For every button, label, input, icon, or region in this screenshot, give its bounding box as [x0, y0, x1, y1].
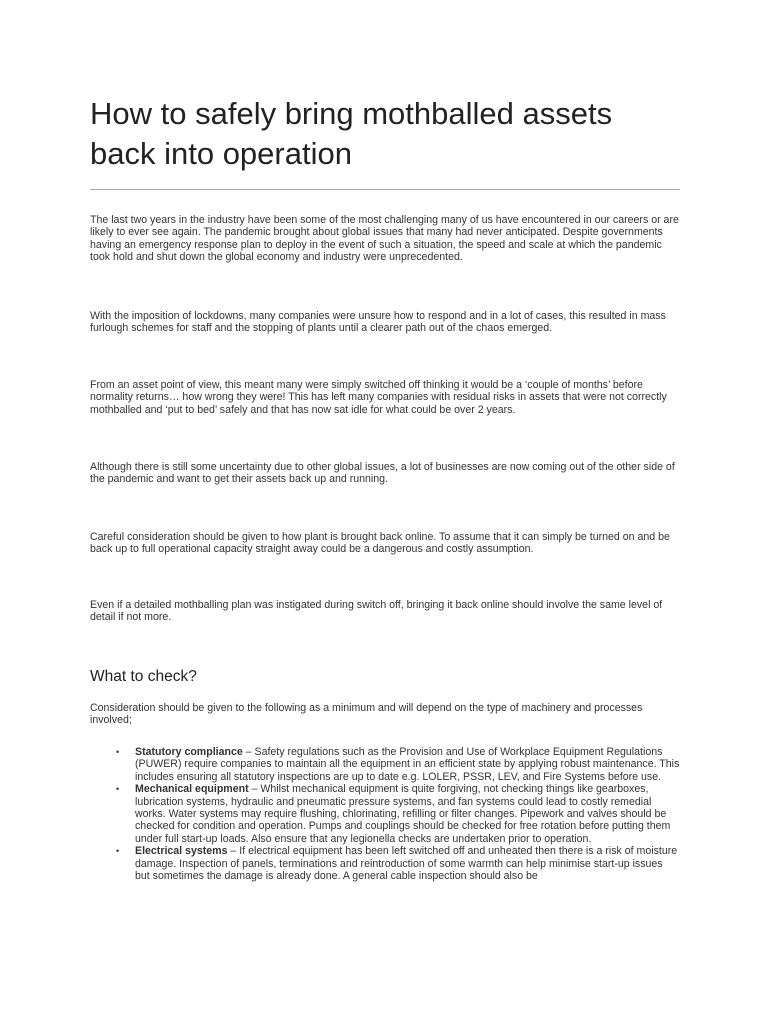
checklist: [90, 746, 680, 882]
title-divider: [90, 189, 680, 190]
section-intro: Consideration should be given to the following as a minimum and will depend on the type of machinery and processes involved;: [90, 702, 643, 727]
list-item-title: Mechanical equipment: [135, 783, 249, 796]
list-item-title: Statutory compliance: [135, 746, 243, 758]
bullet-icon: •: [116, 784, 120, 795]
paragraph-intro: The last two years in the industry have been some of the most challenging many of us have encountered in our careers or are likely to ever see again. The pandemic brought about global issues that many had never anticipated. Despite governments having an emergency response plan to deploy in the event of such a situation, the speed and scale at which the pandemic took hold and shut down the global economy and industry were unprecedented.: [90, 214, 679, 264]
list-item: [90, 746, 680, 783]
paragraph-uncertainty: Although there is still some uncertainty due to other global issues, a lot of businesses are now coming out of the other side of the pandemic and want to get their assets back up and running.: [90, 461, 675, 486]
article-title: How to safely bring mothballed assets back into operation: [90, 96, 613, 171]
list-item-text: – If electrical equipment has been left switched off and unheated then there is a risk of moisture damage. Inspection of panels, terminations and reintroduction of some warmth can help minimise start-up issues but sometimes the damage is already done. A general cable inspection should also be: [135, 845, 678, 883]
paragraph-consideration: Careful consideration should be given to how plant is brought back online. To assume that it can simply be turned on and be back up to full operational capacity straight away could be a dangerous and costly assumption.: [90, 531, 670, 556]
list-item: [90, 783, 680, 845]
list-item-text: – Whilst mechanical equipment is quite forgiving, not checking things like gearboxes, lubrication systems, hydraulic and pneumatic pressure systems, and fan systems could lead to costly remedial works. Water systems may require flushing, chlorinating, refilling or filter changes. Pipework and valves should be checked for condition and operation. Pumps and couplings should be checked for free rotation before putting them under full start-up loads. Also ensure that any legionella checks are undertaken prior to operation.: [135, 783, 671, 845]
paragraph-lockdowns: With the imposition of lockdowns, many companies were unsure how to respond and in a lot of cases, this resulted in mass furlough schemes for staff and the stopping of plants until a clearer path out of the chaos emerged.: [90, 310, 666, 335]
bullet-icon: •: [116, 846, 120, 857]
bullet-icon: •: [116, 747, 120, 757]
paragraph-asset-view: From an asset point of view, this meant many were simply switched off thinking it would be a ‘couple of months’ before normality returns… how wrong they were! This has left many companies with residual risks in assets that were not correctly mothballed and ‘put to bed’ safely and that has now sat idle for what could be over 2 years.: [90, 379, 667, 416]
list-item-text: – Safety regulations such as the Provision and Use of Workplace Equipment Regulations (PUWER) require companies to maintain all the equipment in an efficient state by applying robust maintenance. This includes ensuring all statutory inspections are up to date e.g. LOLER, PSSR, LEV, and Fire Systems before use.: [135, 746, 680, 783]
list-item-title: Electrical systems: [135, 845, 228, 858]
list-item: [90, 845, 680, 882]
paragraph-mothballing-plan: Even if a detailed mothballing plan was instigated during switch off, bringing it back online should involve the same level of detail if not more.: [90, 599, 663, 624]
section-heading: What to check?: [90, 668, 197, 685]
